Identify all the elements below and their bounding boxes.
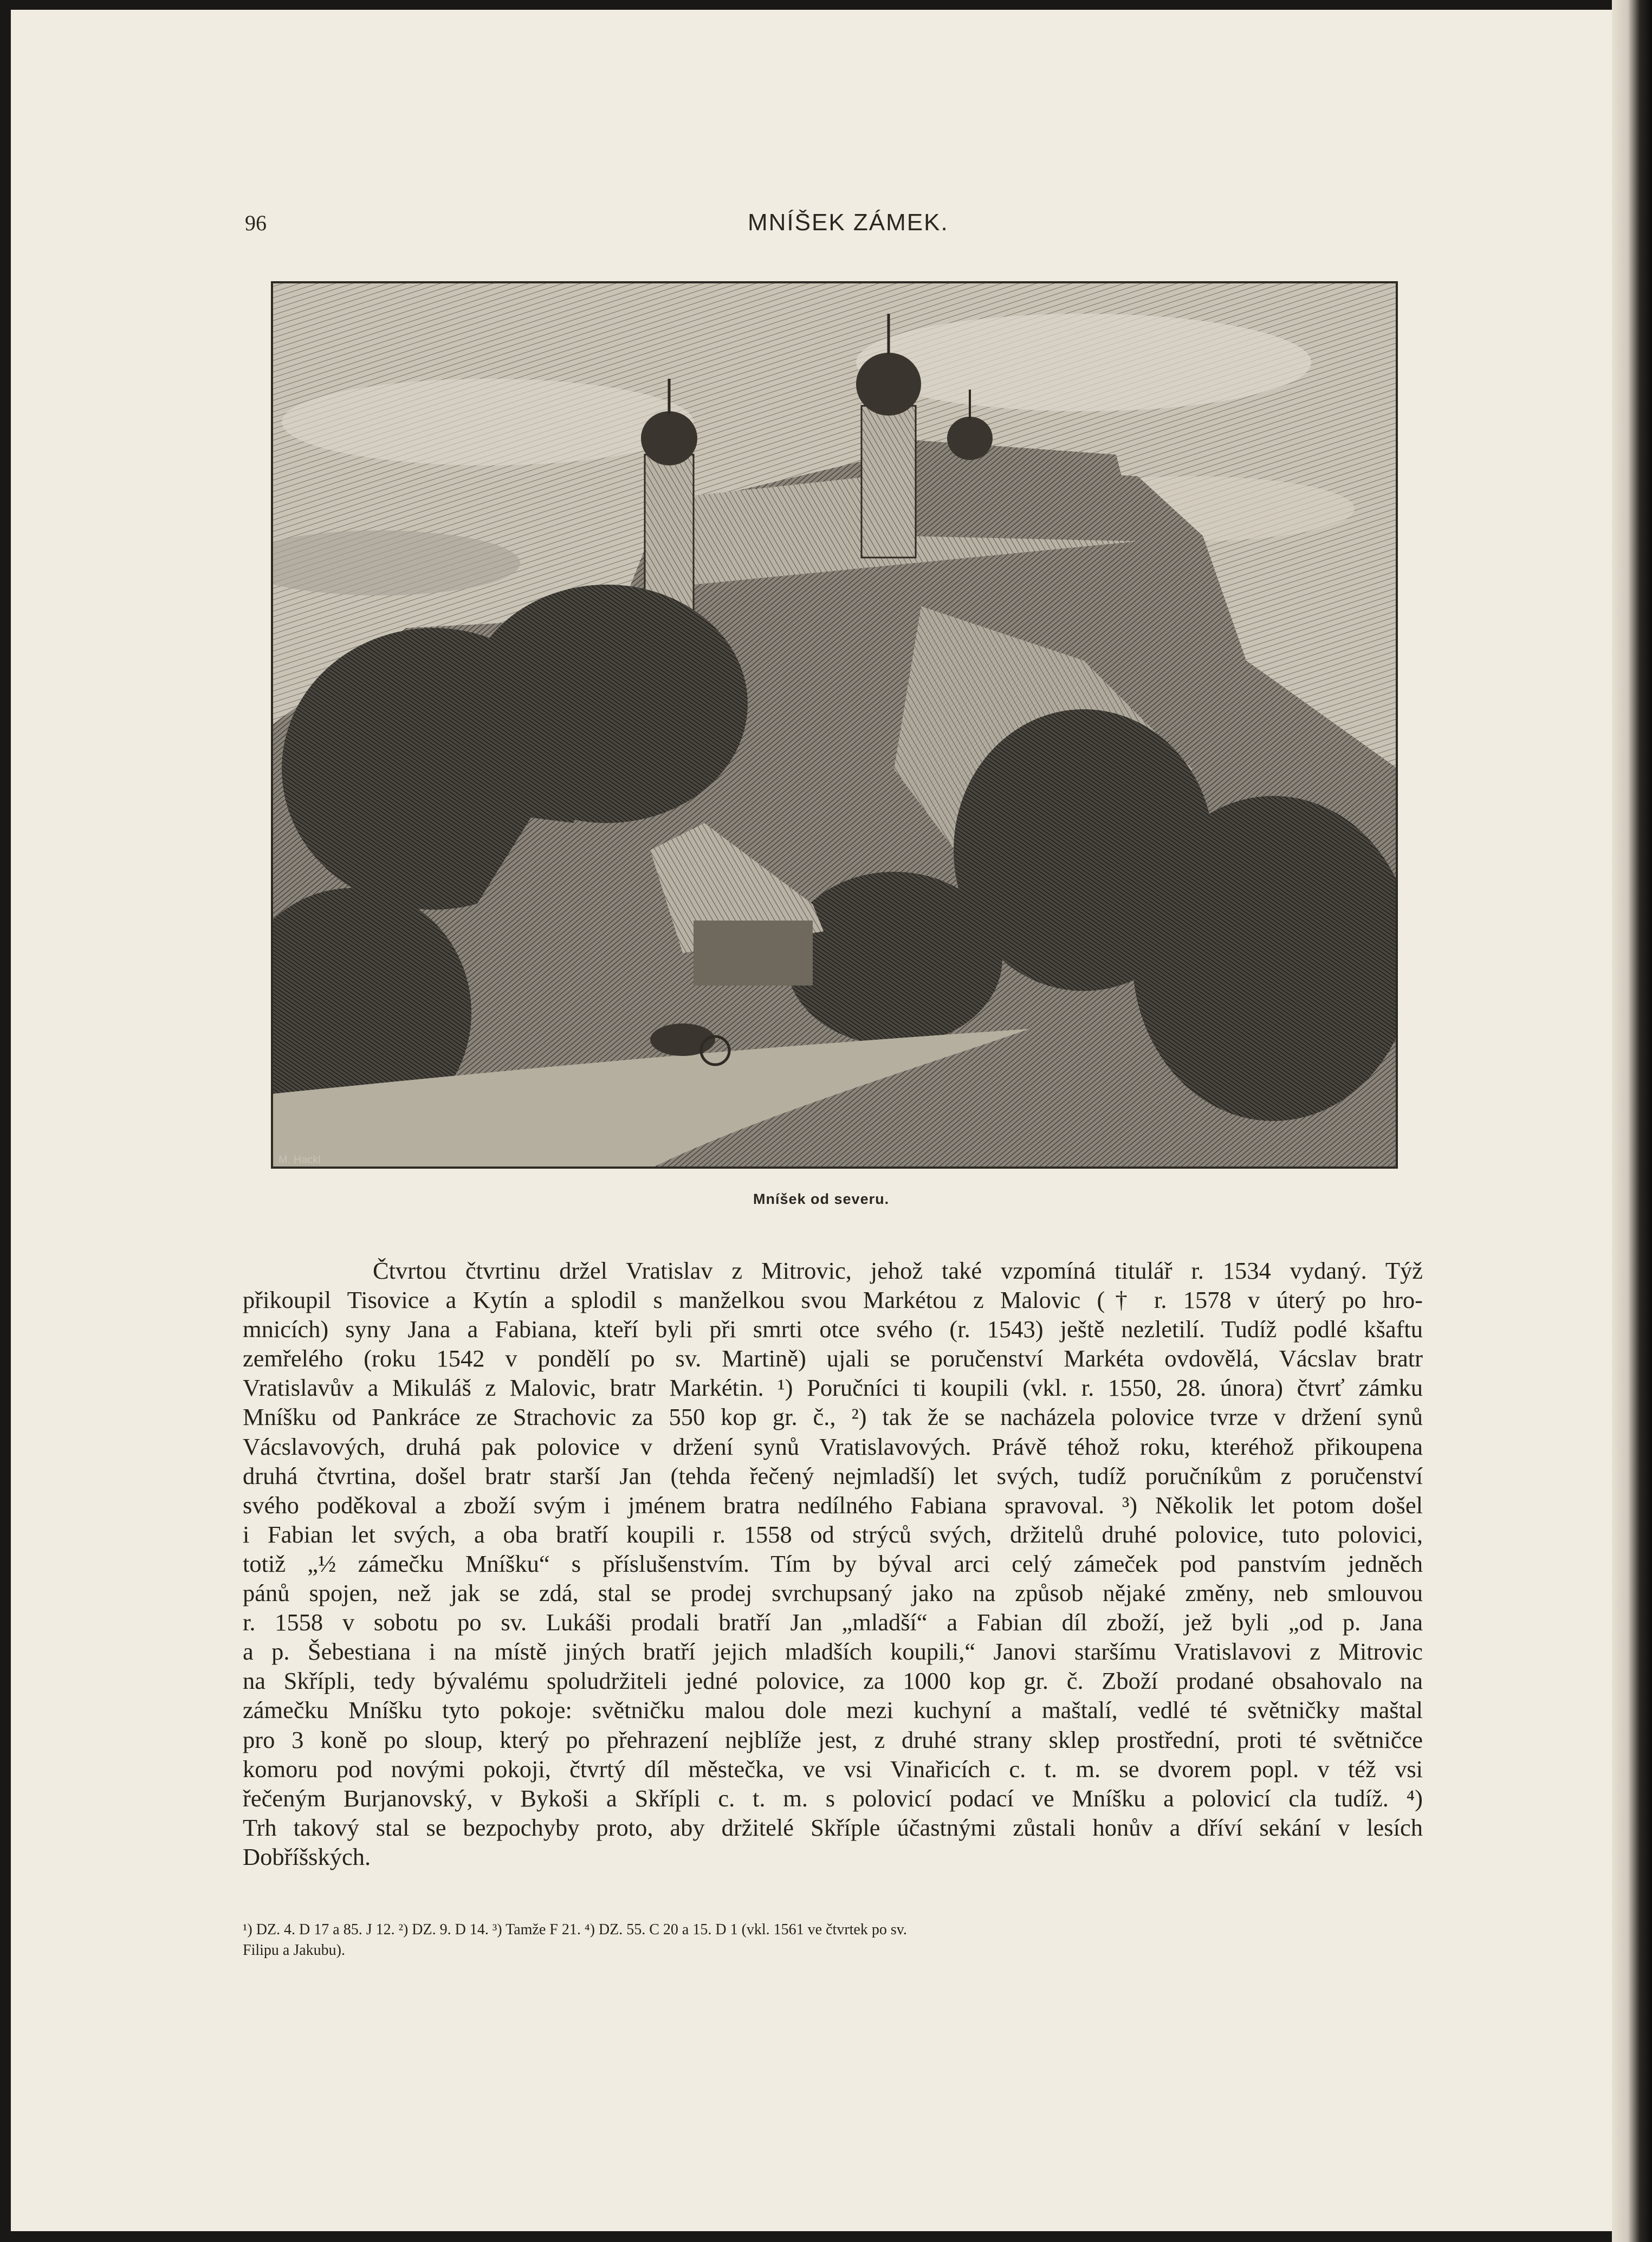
text-line: svého poděkoval a zboží svým i jménem bratra nedílného Fabiana spravoval. ³) Několik let potom došel xyxy=(243,1491,1423,1519)
text-line: mnicích) syny Jana a Fabiana, kteří byli při smrti otce svého (r. 1543) ještě nezletilí. Tudíž podlé kšaftu xyxy=(243,1316,1423,1343)
text-line: řečeným Burjanovský, v Bykoši a Skřípli c. t. m. s polovicí podací ve Mníšku a polovicí cla tudíž. ⁴) xyxy=(243,1784,1423,1812)
castle-engraving xyxy=(271,281,1398,1169)
footnote-line: ¹) DZ. 4. D 17 a 85. J 12. ²) DZ. 9. D 14. ³) Tamže F 21. ⁴) DZ. 55. C 20 a 15. D 1 (vkl. 1561 ve čtvrtek po sv. xyxy=(243,1921,907,1938)
text-line: Trh takový stal se bezpochyby proto, aby držitelé Skříple účastnými zůstali honův a dříví sekání v lesích xyxy=(243,1813,1423,1841)
text-line: pánů spojen, než jak se zdá, stal se prodej svrchupsaný jako na způsob nějaké změny, neb smlouvou xyxy=(243,1579,1423,1607)
text-line: Čtvrtou čtvrtinu držel Vratislav z Mitrovic, jehož také vzpomíná titulář r. 1534 vydaný. Týž xyxy=(373,1257,1423,1284)
text-line: pro 3 koně po sloup, který po přehrazení nejblíže jest, z druhé strany sklep prostřední, proti té světničce xyxy=(243,1726,1423,1753)
running-title: MNÍŠEK ZÁMEK. xyxy=(748,209,949,236)
text-line: i Fabian let svých, a oba bratří koupili r. 1558 od strýců svých, držitelů druhé polovice, tuto polovici, xyxy=(243,1520,1423,1548)
body-paragraph xyxy=(243,1256,1423,1871)
page-number: 96 xyxy=(245,211,267,235)
footnote-line: Filipu a Jakubu). xyxy=(243,1942,345,1959)
footnotes xyxy=(243,1920,1423,1961)
text-line: zemřelého (roku 1542 v pondělí po sv. Martině) ujali se poručenství Markéta ovdovělá, Vácslav bratr xyxy=(243,1345,1423,1372)
text-line: Vratislavův a Mikuláš z Malovic, bratr Markétin. ¹) Poručníci ti koupili (vkl. r. 1550, 28. února) čtvrť zámku xyxy=(243,1374,1423,1402)
text-line: Dobříšských. xyxy=(243,1843,371,1870)
figure-caption: Mníšek od severu. xyxy=(753,1191,890,1207)
page-edge-shadow xyxy=(1612,0,1652,2242)
text-line: r. 1558 v sobotu po sv. Lukáši prodali bratří Jan „mladší“ a Fabian díl zboží, jež byli „od p. Jana xyxy=(243,1609,1423,1636)
engraver-signature: M. Hackl xyxy=(278,1154,321,1166)
text-line: Vácslavových, druhá pak polovice v držení synů Vratislavových. Právě téhož roku, kteréhož přikoupena xyxy=(243,1433,1423,1460)
text-line: Mníšku od Pankráce ze Strachovic za 550 kop gr. č., ²) tak že se nacházela polovice tvrze v držení synů xyxy=(243,1403,1423,1431)
text-line: zámečku Mníšku tyto pokoje: světničku malou dole mezi kuchyní a maštalí, vedlé té světničky maštal xyxy=(243,1696,1423,1724)
text-line: totiž „½ zámečku Mníšku“ s příslušenstvím. Tím by býval arci celý zámeček pod panstvím jedněch xyxy=(243,1550,1423,1577)
text-line: komoru pod novými pokoji, čtvrtý díl městečka, ve vsi Vinařicích c. t. m. se dvorem popl. v též vsi xyxy=(243,1755,1423,1783)
text-line: přikoupil Tisovice a Kytín a splodil s manželkou svou Markétou z Malovic († r. 1578 v úterý po hro- xyxy=(243,1286,1423,1314)
text-line: na Skřípli, tedy bývalému spoludržiteli jedné polovice, za 1000 kop gr. č. Zboží prodané obsahovalo na xyxy=(243,1667,1423,1695)
text-line: a p. Šebestiana i na místě jiných bratří jejich mladších koupili,“ Janovi staršímu Vratislavovi z Mitrovic xyxy=(243,1638,1423,1666)
text-line: druhá čtvrtina, došel bratr starší Jan (tehda řečený nejmladší) let svých, tudíž poručníkům z poručenství xyxy=(243,1462,1423,1489)
